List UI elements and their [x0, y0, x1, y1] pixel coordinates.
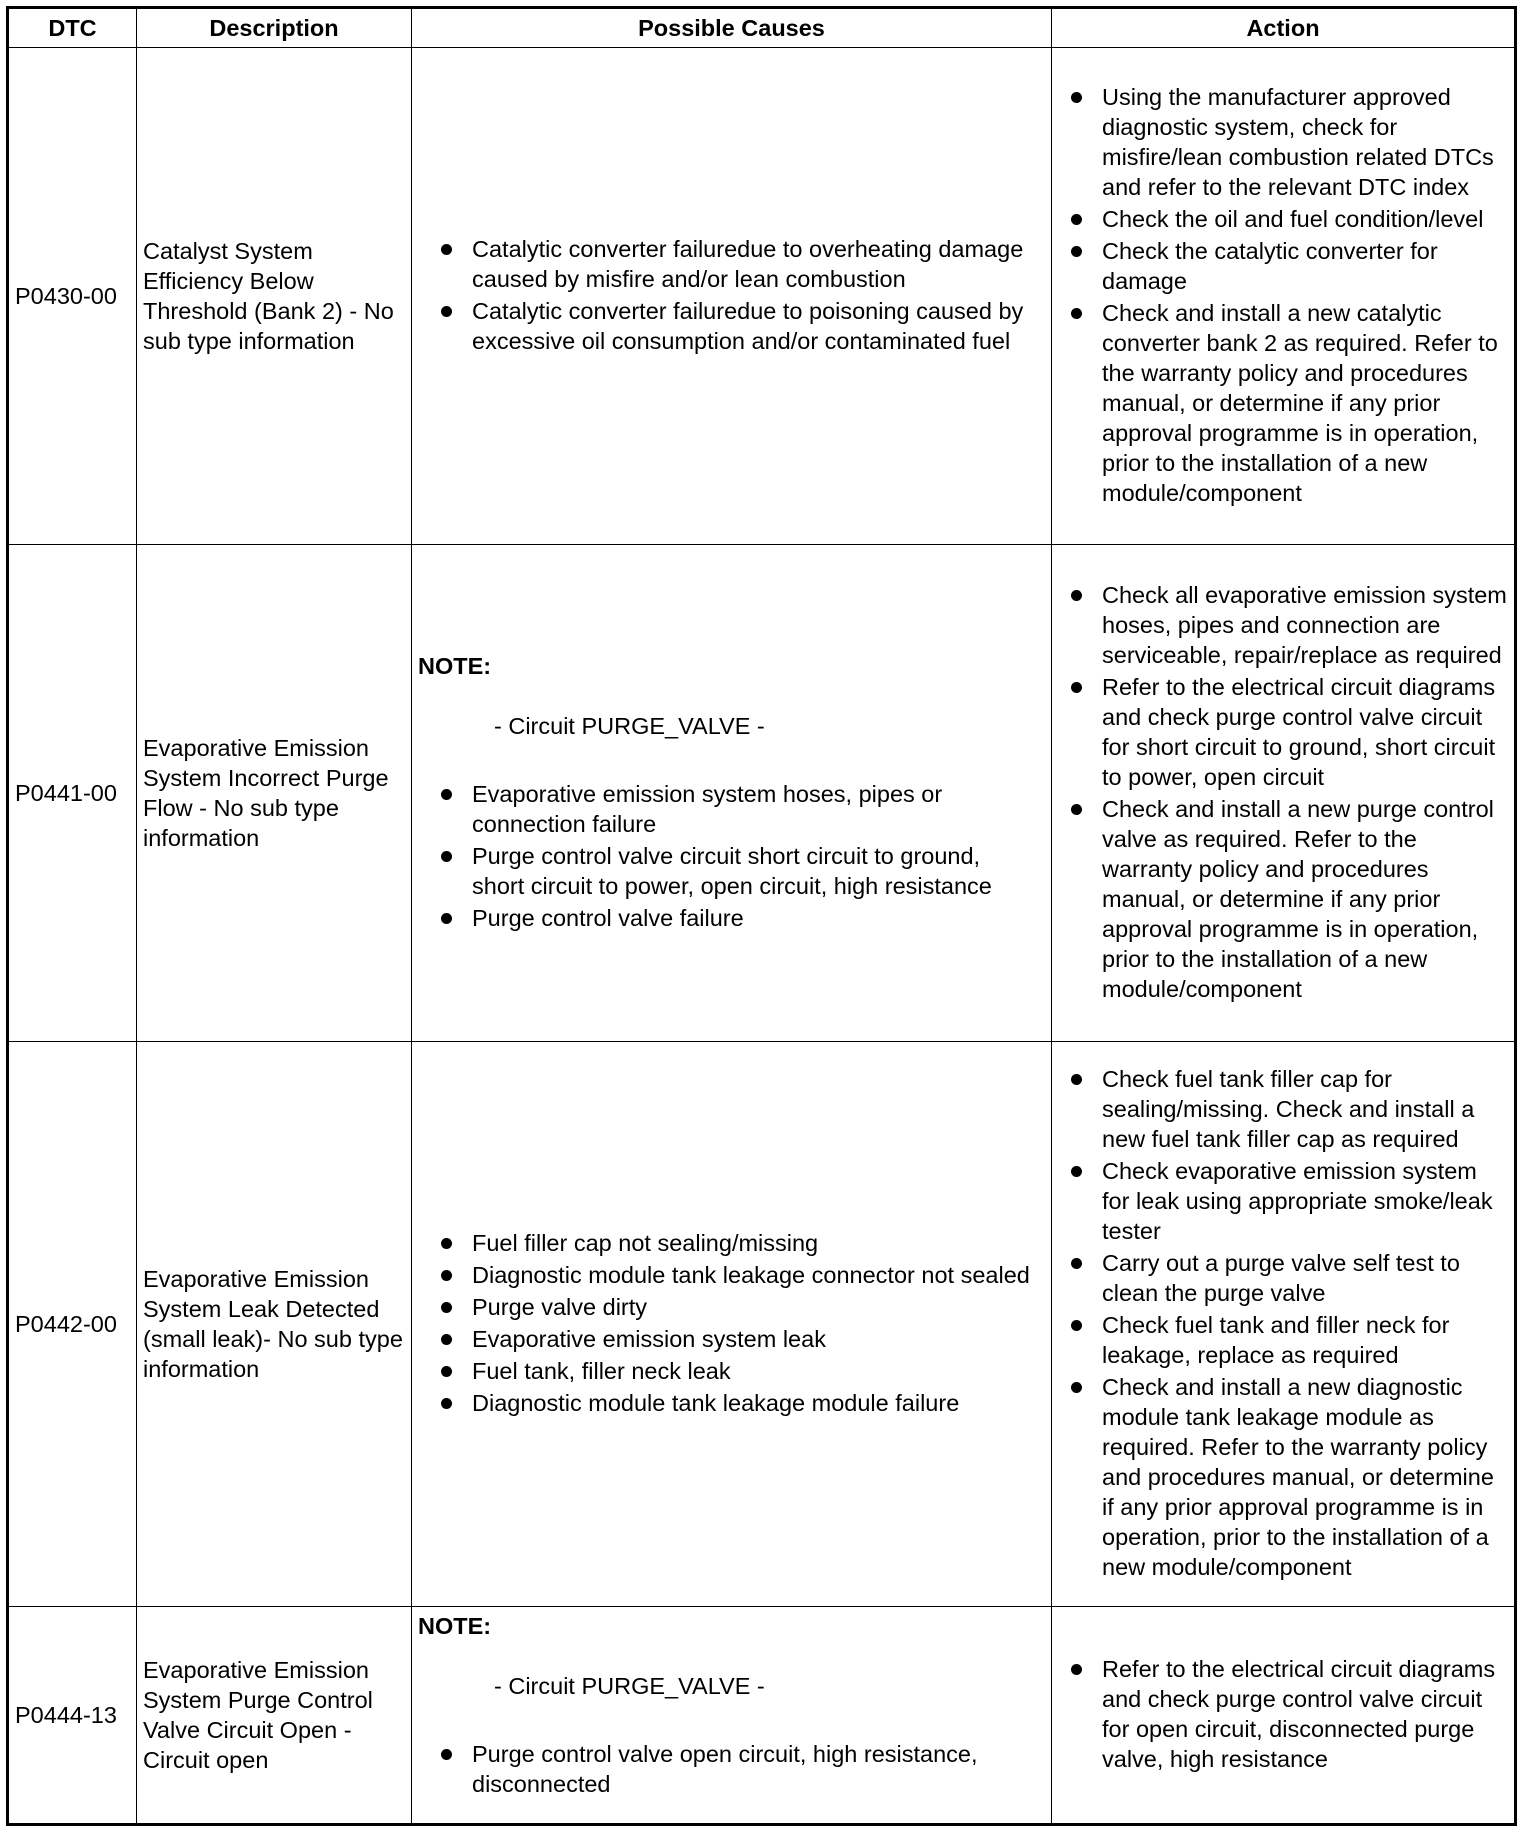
cause-item: Fuel filler cap not sealing/missing	[436, 1228, 1031, 1258]
header-dtc: DTC	[8, 8, 137, 48]
action-item: Check and install a new catalytic converter bank 2 as required. Refer to the warranty policy and procedures manual, or determine if any prior approval programme is in operation, prior to the installation of a new module/component	[1066, 298, 1508, 508]
cause-item: Catalytic converter failuredue to overheating damage caused by misfire and/or lean combustion	[436, 234, 1031, 294]
note-circuit: - Circuit PURGE_VALVE -	[494, 1673, 765, 1699]
action-item: Check and install a new purge control valve as required. Refer to the warranty policy and procedures manual, or determine if any prior approval programme is in operation, prior to the installation of a new module/component	[1066, 794, 1508, 1004]
actions	[1052, 48, 1516, 545]
dtc-code: P0444-13	[8, 1607, 137, 1825]
dtc-description: Catalyst System Efficiency Below Threshold (Bank 2) - No sub type information	[137, 48, 412, 545]
cause-item: Diagnostic module tank leakage module failure	[436, 1388, 1031, 1418]
dtc-code: P0442-00	[8, 1042, 137, 1607]
cause-item: Catalytic converter failuredue to poisoning caused by excessive oil consumption and/or contaminated fuel	[436, 296, 1031, 356]
cause-item: Evaporative emission system leak	[436, 1324, 1031, 1354]
header-description: Description	[137, 8, 412, 48]
action-item: Check and install a new diagnostic module tank leakage module as required. Refer to the warranty policy and procedures manual, or determine if any prior approval programme is in operation, prior to the installation of a new module/component	[1066, 1372, 1508, 1582]
causes-list	[418, 779, 1031, 933]
header-row	[8, 8, 1516, 48]
action-item: Using the manufacturer approved diagnostic system, check for misfire/lean combustion related DTCs and refer to the relevant DTC index	[1066, 82, 1508, 202]
cause-item: Evaporative emission system hoses, pipes or connection failure	[436, 779, 1031, 839]
actions	[1052, 1042, 1516, 1607]
action-item: Check the oil and fuel condition/level	[1066, 204, 1508, 234]
dtc-description: Evaporative Emission System Leak Detected (small leak)- No sub type information	[137, 1042, 412, 1607]
dtc-description: Evaporative Emission System Purge Control Valve Circuit Open - Circuit open	[137, 1607, 412, 1825]
actions-list	[1066, 580, 1508, 1004]
actions-list	[1066, 1064, 1508, 1582]
causes-list	[418, 1739, 1031, 1799]
actions	[1052, 545, 1516, 1042]
action-item: Refer to the electrical circuit diagrams and check purge control valve circuit for open circuit, disconnected purge valve, high resistance	[1066, 1654, 1508, 1774]
table-row	[8, 1042, 1516, 1607]
cause-item: Purge control valve failure	[436, 903, 1031, 933]
cause-item: Diagnostic module tank leakage connector not sealed	[436, 1260, 1031, 1290]
causes-list	[418, 234, 1031, 356]
table-row	[8, 545, 1516, 1042]
header-action: Action	[1052, 8, 1516, 48]
action-item: Check fuel tank filler cap for sealing/missing. Check and install a new fuel tank filler cap as required	[1066, 1064, 1508, 1154]
header-causes: Possible Causes	[412, 8, 1052, 48]
action-item: Check evaporative emission system for leak using appropriate smoke/leak tester	[1066, 1156, 1508, 1246]
action-item: Refer to the electrical circuit diagrams and check purge control valve circuit for short circuit to ground, short circuit to power, open circuit	[1066, 672, 1508, 792]
action-item: Check the catalytic converter for damage	[1066, 236, 1508, 296]
actions-list	[1066, 1654, 1508, 1774]
page	[6, 6, 1514, 1824]
dtc-description: Evaporative Emission System Incorrect Purge Flow - No sub type information	[137, 545, 412, 1042]
actions	[1052, 1607, 1516, 1825]
possible-causes	[412, 48, 1052, 545]
action-item: Carry out a purge valve self test to clean the purge valve	[1066, 1248, 1508, 1308]
possible-causes	[412, 545, 1052, 1042]
possible-causes	[412, 1607, 1052, 1825]
note-title: NOTE:	[418, 1613, 492, 1639]
action-item: Check fuel tank and filler neck for leakage, replace as required	[1066, 1310, 1508, 1370]
causes-list	[418, 1228, 1031, 1418]
action-item: Check all evaporative emission system hoses, pipes and connection are serviceable, repair/replace as required	[1066, 580, 1508, 670]
cause-item: Purge control valve open circuit, high resistance, disconnected	[436, 1739, 1031, 1799]
actions-list	[1066, 82, 1508, 508]
note-title: NOTE:	[418, 653, 492, 679]
dtc-code: P0430-00	[8, 48, 137, 545]
table-row	[8, 1607, 1516, 1825]
dtc-code: P0441-00	[8, 545, 137, 1042]
note-circuit: - Circuit PURGE_VALVE -	[494, 713, 765, 739]
cause-item: Fuel tank, filler neck leak	[436, 1356, 1031, 1386]
cause-item: Purge control valve circuit short circuit to ground, short circuit to power, open circuit, high resistance	[436, 841, 1031, 901]
dtc-table	[6, 6, 1517, 1826]
table-row	[8, 48, 1516, 545]
cause-item: Purge valve dirty	[436, 1292, 1031, 1322]
possible-causes	[412, 1042, 1052, 1607]
